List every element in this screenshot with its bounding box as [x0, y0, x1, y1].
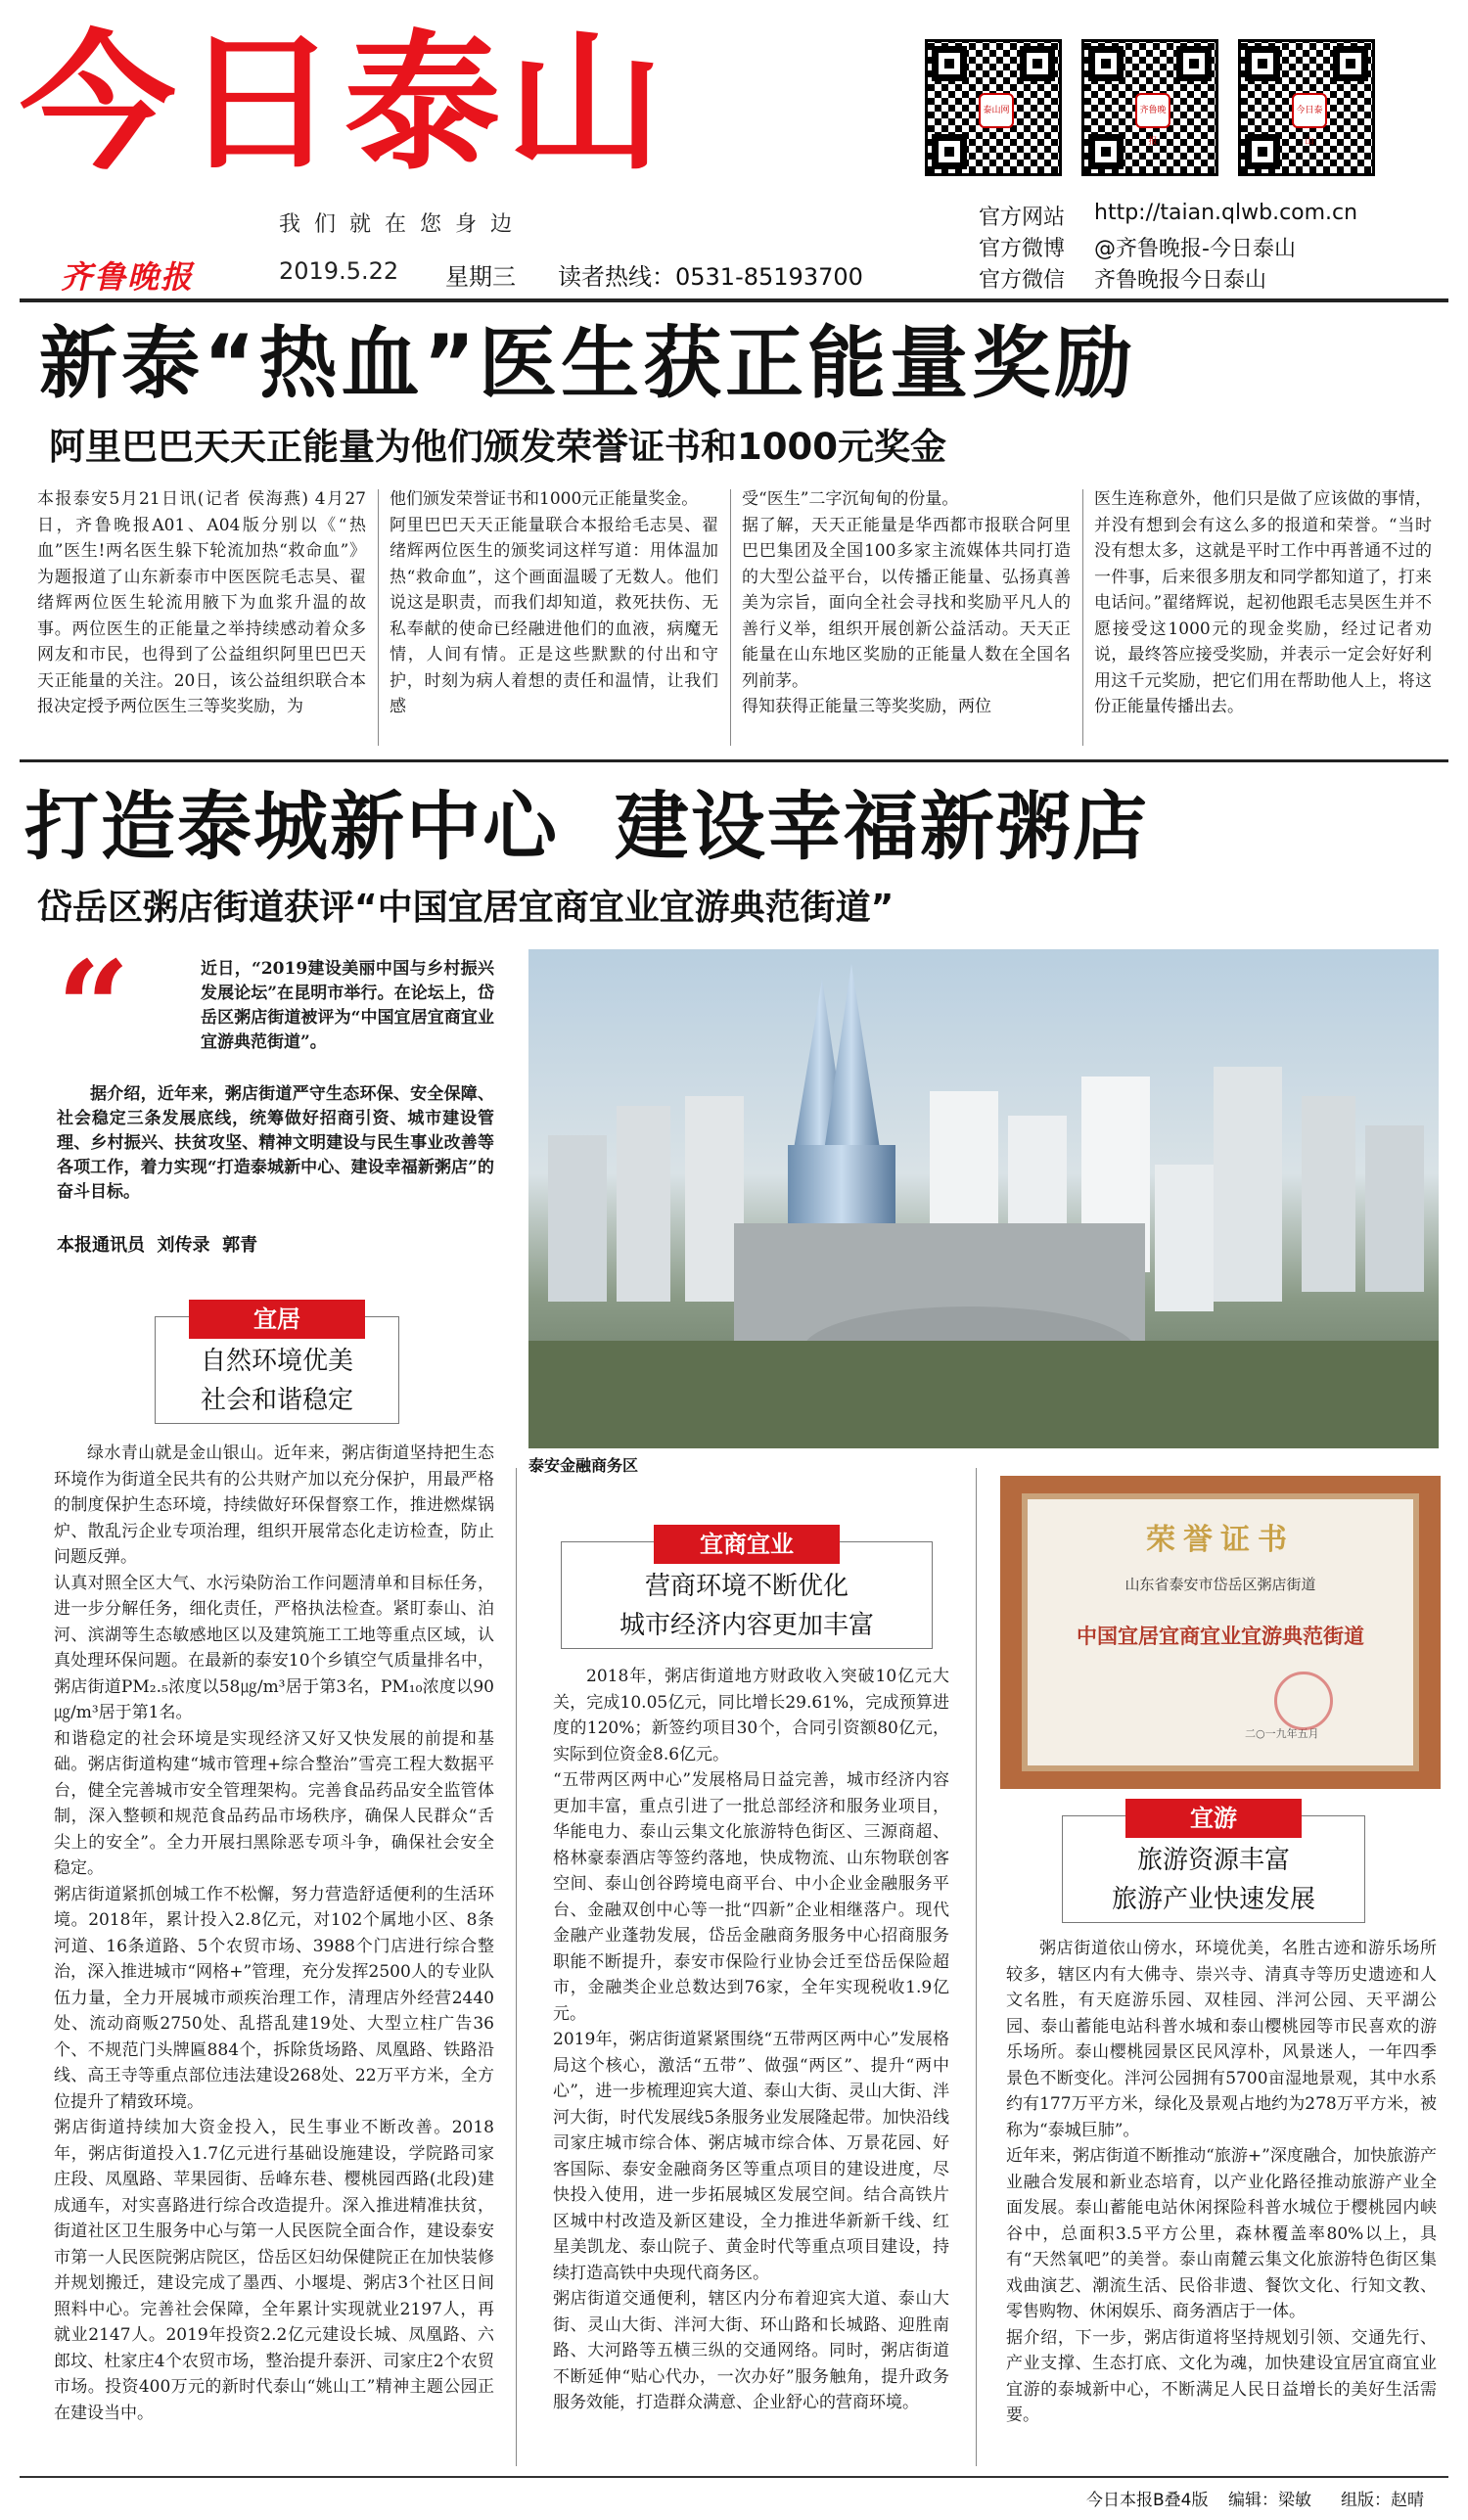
masthead-rule: [20, 298, 1448, 302]
masthead-logo: 今日泰山: [20, 17, 669, 190]
story2-headline: 打造泰城新中心 建设幸福新粥店: [24, 783, 1149, 870]
cert-award: 中国宜居宜商宜业宜游典范街道: [1077, 1625, 1364, 1648]
qr-badge: 齐鲁晚报: [1135, 93, 1170, 128]
column-divider: [378, 489, 379, 746]
section-sub-2: 旅游产业快速发展: [1111, 1885, 1315, 1914]
section-sub-1: 旅游资源丰富: [1136, 1846, 1290, 1875]
qr-badge: 泰山网: [979, 93, 1014, 128]
qr-code-weibo[interactable]: [1081, 39, 1218, 176]
honor-certificate-photo: [1000, 1476, 1441, 1789]
section-body-business: 2018年，粥店街道地方财政收入突破10亿元大关，完成10.05亿元，同比增长29.61%，完成预算进度的120%；新签约项目30个，合同引资额80亿元，实际到位资金8.6亿元。 “五带两区两中心”发展格局日益完善，城市经济内容更加丰富，重点引进了一批总部经济和服务业项目，华能电力、泰山云集文化旅游特色街区、三源商超、格林豪泰酒店等签约落地，快成物流、山东物联创客空间、泰山创谷跨境电商平台、中小企业金融服务平台、金融双创中心等一批“四新”企业相继落户。现代金融产业蓬勃发展，岱岳金融商务服务中心招商服务职能不断提升，泰安市保险行业协会迁至岱岳保险超市，金融类企业总数达到76家，全年实现税收1.9亿元。 2019年，粥店街道紧紧围绕“五带两区两中心”发展格局这个核心，激活“五带”、做强“两区”、提升“两中心”，进一步梳理迎宾大道、泰山大街、灵山大街、泮河大街，时代发展线5条服务业发展隆起带。加快沿线司家庄城市综合体、粥店城市综合体、万景花园、好客国际、泰安金融商务区等重点项目的建设进度，尽快投入使用，进一步拓展城区发展空间。结合高铁片区城中村改造及新区建设，全力推进华新新千线、红星美凯龙、泰山院子、黄金时代等重点项目建设，持续打造高铁中央现代商务区。 粥店街道交通便利，辖区内分布着迎宾大道、泰山大街、灵山大街、泮河大街、环山路和长城路、迎胜南路、大河路等五横三纵的交通网络。同时，粥店街道不断延伸“贴心代办，一次办好”服务触角，提升政务服务效能，打造群众满意、企业舒心的营商环境。: [553, 1667, 949, 2412]
story1-col-3: 受“医生”二字沉甸甸的份量。 据了解，天天正能量是华西都市报联合阿里巴巴集团及全国100多家主流媒体共同打造的大型公益平台，以传播正能量、弘扬真善美为宗旨，面向全社会寻找和奖励平凡人的善行义举，组织开展创新公益活动。天天正能量在山东地区奖励的正能量人数在全国名列前茅。 得知获得正能量三等奖奖励，两位: [742, 489, 1071, 716]
issue-date: 2019.5.22: [279, 257, 399, 285]
footer-rule: [20, 2476, 1448, 2478]
info-label-weibo: 官方微博: [979, 237, 1066, 261]
footer-editor: 编辑：梁敏: [1228, 2491, 1311, 2510]
qr-badge: 今日泰山: [1292, 93, 1327, 128]
cert-date: 二○一九年五月: [1245, 1727, 1319, 1740]
story2-byline: 本报通讯员 刘传录 郭青: [57, 1235, 258, 1256]
story1-subhead: 阿里巴巴天天正能量为他们颁发荣誉证书和1000元奖金: [49, 426, 946, 468]
paper-name-logo: 齐鲁晚报: [61, 258, 195, 296]
info-value-wechat[interactable]: 齐鲁晚报今日泰山: [1094, 268, 1267, 293]
building-render-photo: [528, 949, 1439, 1448]
story1-col-2: 他们颁发荣誉证书和1000元正能量奖金。 阿里巴巴天天正能量联合本报给毛志昊、翟绪辉两位医生的颁奖词这样写道：用体温加热“救命血”，这个画面温暖了无数人。他们说这是职责，而我们却知道，救死扶伤、无私奉献的使命已经融进他们的血液，病魔无情，人间有情。正是这些默默的付出和守护，时刻为病人着想的责任和温情，让我们感: [390, 489, 718, 716]
photo-caption: 泰安金融商务区: [528, 1456, 639, 1475]
column-divider: [730, 489, 731, 746]
column-divider: [976, 1468, 977, 2466]
column-divider: [516, 1468, 517, 2466]
column-divider: [1082, 489, 1083, 746]
story1-col-1: 本报泰安5月21日讯(记者 侯海燕) 4月27日，齐鲁晚报A01、A04版分别以《“热血”医生!两名医生躲下轮流加热“救命血”》为题报道了山东新泰市中医医院毛志昊、翟绪辉两位医生轮流用腋下为血浆升温的故事。两位医生的正能量之举持续感动着众多网友和市民，也得到了公益组织阿里巴巴天天正能量的关注。20日，该公益组织联合本报决定授予两位医生三等奖奖励，为: [37, 489, 366, 716]
section-tag-business: 宜商宜业: [654, 1525, 840, 1564]
cert-org: 山东省泰安市岱岳区粥店街道: [1124, 1576, 1316, 1593]
issue-weekday: 星期三: [445, 263, 516, 291]
story1-col-4: 医生连称意外，他们只是做了应该做的事情，并没有想到会有这么多的报道和荣誉。“当时没有想太多，这就是平时工作中再普通不过的一件事，后来很多朋友和同学都知道了，打来电话问。”翟绪辉说，起初他跟毛志昊医生并不愿接受这1000元的现金奖励，经过记者劝说，最终答应接受奖励，并表示一定会好好利用这千元奖励，把它们用在帮助他人上，将这份正能量传播出去。: [1094, 489, 1432, 716]
info-label-website: 官方网站: [979, 206, 1066, 230]
reader-hotline: 读者热线：0531-85193700: [558, 263, 863, 291]
section-sub-2: 城市经济内容更加丰富: [619, 1611, 874, 1640]
section-sub-1: 自然环境优美: [200, 1347, 353, 1376]
section-tag-tourism: 宜游: [1125, 1799, 1302, 1838]
story2-lead-first: 近日，“2019建设美丽中国与乡村振兴发展论坛”在昆明市举行。在论坛上，岱岳区粥店街道被评为“中国宜居宜商宜业宜游典范街道”。: [201, 959, 494, 1052]
section-rule: [20, 759, 1448, 762]
story2-subhead: 岱岳区粥店街道获评“中国宜居宜商宜业宜游典范街道”: [37, 888, 895, 928]
info-value-website[interactable]: http://taian.qlwb.com.cn: [1094, 201, 1358, 225]
footer-proof: 组版：赵晴: [1341, 2491, 1424, 2510]
qr-code-wechat[interactable]: [1238, 39, 1375, 176]
info-value-weibo[interactable]: @齐鲁晚报-今日泰山: [1094, 237, 1296, 261]
section-body-tourism: 粥店街道依山傍水，环境优美，名胜古迹和游乐场所较多，辖区内有大佛寺、崇兴寺、清真寺等历史遗迹和人文名胜，有天庭游乐园、双桂园、泮河公园、天平湖公园、泰山蓄能电站科普水城和泰山樱桃园等市民喜欢的游乐场所。泰山樱桃园景区民风淳朴，风景迷人，一年四季景色不断变化。泮河公园拥有5700亩湿地景观，其中水系约有177万平方米，绿化及景观占地约为278万平方米，被称为“泰城巨肺”。 近年来，粥店街道不断推动“旅游+”深度融合，加快旅游产业融合发展和新业态培育，以产业化路径推动旅游产业全面发展。泰山蓄能电站休闲探险科普水城位于樱桃园内峡谷中，总面积3.5平方公里，森林覆盖率80%以上，具有“天然氧吧”的美誉。泰山南麓云集文化旅游特色街区集戏曲演艺、潮流生活、民俗非遗、餐饮文化、行知文教、零售购物、休闲娱乐、商务酒店于一体。 据介绍，下一步，粥店街道将坚持规划引领、交通先行、产业支撑、生态打底、文化为魂，加快建设宜居宜商宜业宜游的泰城新中心，不断满足人民日益增长的美好生活需要。: [1006, 1939, 1437, 2425]
section-sub-2: 社会和谐稳定: [200, 1386, 353, 1415]
story2-lead-second: 据介绍，近年来，粥店街道严守生态环保、安全保障、社会稳定三条发展底线，统筹做好招商引资、城市建设管理、乡村振兴、扶贫攻坚、精神文明建设与民生事业改善等各项工作，着力实现“打造泰城新中心、建设幸福新粥店”的奋斗目标。: [57, 1084, 494, 1202]
footer-edition: 今日本报B叠4版: [1086, 2491, 1209, 2510]
story1-headline: 新泰“热血”医生获正能量奖励: [39, 318, 1137, 409]
section-body-livable: 绿水青山就是金山银山。近年来，粥店街道坚持把生态环境作为街道全民共有的公共财产加以充分保护，用最严格的制度保护生态环境，持续做好环保督察工作，推进燃煤锅炉、散乱污企业专项治理，组织开展常态化走访检查，防止问题反弹。 认真对照全区大气、水污染防治工作问题清单和目标任务，进一步分解任务，细化责任，严格执法检查。紧盯泰山、泊河、滨湖等生态敏感地区以及建筑施工工地等重点区域，认真处理环保问题。在最新的泰安10个乡镇空气质量排名中，粥店街道PM₂.₅浓度以58㎍/m³居于第3名，PM₁₀浓度以90㎍/m³居于第1名。 和谐稳定的社会环境是实现经济又好又快发展的前提和基础。粥店街道构建“城市管理+综合整治”雪亮工程大数据平台，健全完善城市安全管理架构。完善食品药品安全监管体制，深入整顿和规范食品药品市场秩序，确保人民群众“舌尖上的安全”。全力开展扫黑除恶专项斗争，确保社会安全稳定。 粥店街道紧抓创城工作不松懈，努力营造舒适便利的生活环境。2018年，累计投入2.8亿元，对102个属地小区、8条河道、16条道路、5个农贸市场、3988个门店进行综合整治，深入推进城市“网格+”管理，充分发挥2500人的专业队伍力量，全力开展城市顽疾治理工作，清理店外经营2440处、流动商贩2750处、乱搭乱建19处、大型立柱广告36个、不规范门头牌匾884个，拆除货场路、凤凰路、铁路沿线、高王寺等重点部位违法建设268处、22万平方米，全方位提升了精致环境。 粥店街道持续加大资金投入，民生事业不断改善。2018年，粥店街道投入1.7亿元进行基础设施建设，学院路司家庄段、凤凰路、苹果园街、岳峰东巷、樱桃园西路(北段)建成通车，对实喜路进行综合改造提升。深入推进精准扶贫，街道社区卫生服务中心与第一人民医院全面合作，建设泰安市第一人民医院粥店院区，岱岳区妇幼保健院正在加快装修并规划搬迁，建设完成了墨西、小堰堤、粥店3个社区日间照料中心。完善社会保障，全年累计实现就业2197人，再就业2147人。2019年投资2.2亿元建设长城、凤凰路、六郎坟、杜家庄4个农贸市场，整治提升泰汧、司家庄2个农贸市场。投资400万元的新时代泰山“姚山工”精神主题公园正在建设当中。: [54, 1443, 494, 2423]
cert-title: 荣誉证书: [1146, 1523, 1295, 1557]
slogan: 我们就在您身边: [279, 212, 527, 237]
cert-seal-icon: [1274, 1672, 1333, 1730]
qr-code-website[interactable]: [925, 39, 1062, 176]
section-sub-1: 营商环境不断优化: [644, 1572, 849, 1601]
section-tag-livable: 宜居: [189, 1300, 365, 1339]
quote-mark-icon: “: [57, 933, 130, 1082]
info-label-wechat: 官方微信: [979, 268, 1066, 293]
